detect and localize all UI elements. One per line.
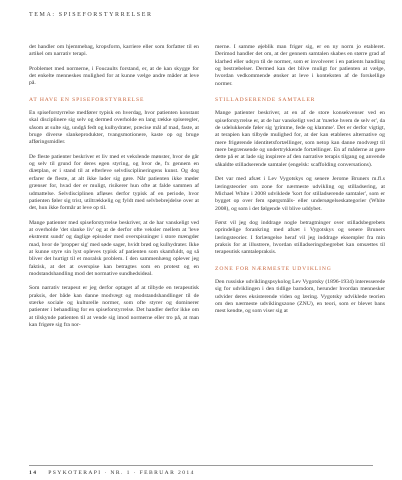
section-heading: STILLADSERENDE SAMTALER: [215, 97, 316, 104]
paragraph: Først vil jeg dog inddrage nogle betragtninger over stilladsbegrebets oprindelige forankring med afsæt i Vygotskys og senere Bruners læringsteorier. I forlængelse heraf vil jeg inddrage eksempler fra min praksis for at illustrere, hvordan stilladseringsbegrebet kan omsættes til terapeutisk samtalepraksis.: [215, 219, 385, 256]
paragraph: Mange patienter med spiseforstyrrelse beskriver, at de har vanskeligt ved at overholde 'det slanke liv' og at de derfor ofte veksler mellem at 'leve ekstremt sundt' og daglige episoder med overspisninger i store mængder mad, hvor de 'propper sig' med søde sager, hvidt brød og kulhydrater. Ikke at kunne styre sin lyst opleves typisk af patienten som skamfuldt, og så bliver det hurtigt til et moralsk problem. I den sammenhæng oplever jeg faktisk, at det at overspise kan betragtes som en protest og en modstandshandling mod det normative sundhedsideal.: [29, 219, 199, 277]
paragraph: det handler om hjemmebag, kropsform, karriere eller som forfatter til en artikel om narrativ terapi.: [29, 44, 199, 58]
section-heading: AT HAVE EN SPISEFORSTYRRELSE: [29, 96, 145, 103]
paragraph: Problemet med normerne, i Foucaults forstand, er, at de kan skygge for det enkelte menneskes mulighed for at kunne vælge andre måder at leve på.: [29, 65, 199, 87]
running-header: TEMA: SPISEFORSTYRRELSER: [29, 12, 153, 18]
left-column: [29, 44, 199, 336]
page-number: 14: [29, 470, 38, 476]
section-heading: ZONE FOR NÆRMESTE UDVIKLING: [215, 265, 332, 272]
paragraph: Det var med afsæt i Lev Vygotskys og senere Jerome Bruners m.fl.s læringsteorier om zone for nærmeste udvikling og stilladsering, at Michael White i 2008 udviklede 'kort for stilladserende samtaler', som er bygget op over fem spørgsmåls- eller undersøgelseskategorier (White 2008), og som i det følgende vil blive uddybet.: [215, 176, 385, 212]
paragraph: Mange patienter beskriver, at en af de store konsekvenser ved en spiseforstyrrelse er, at de har vanskeligt ved at 'mærke hvem de selv er', da de udelukkende føler sig 'grimme, fede og klamme'. Det er derfor vigtigt, at terapien kan tilbyde mulighed for, at der kan etableres alternative og mere frigørende identitetsfortællinger, som netop kan danne modvægt til mere begrænsende og undertrykkende fortællinger. En af måderne at gøre dette på er at lade sig inspirere af den narrative terapis tilgang og anvende såkaldte stilladserende samtaler (engelsk: scaffolding conversations).: [215, 110, 385, 168]
paragraph: Den russiske udviklingspsykolog Lev Vygotsky (1896-1934) interesserede sig for udviklingen i den tidlige barndom, herunder hvordan mennesker udvider deres eksisterende viden og læring. Vygotsky udviklede teorien om den nærmeste udviklingszone (ZNU), en teori, som er blevet bans mest kendte, og som viser sig at: [215, 278, 385, 315]
right-column: [215, 44, 385, 323]
paragraph: Som narrativ terapeut er jeg derfor optaget af at tilbyde en terapeutisk praksis, der både kan danne modvægt og modstandshandlinger til de stærke sociale og kulturelle normer, som ofte styrer og dominerer patienter i behandling for en spiseforstyrrelse. Det handler derfor ikke om at tilskynde patienten til at vende sig imod normerne eller tro på, at man kan frigøre sig fra nor-: [29, 285, 199, 328]
paragraph: En spiseforstyrrelse medfører typisk en hverdag, hvor patienten konstant skal disciplinere sig selv og dermed overholde en lang række spiseregler, såsom at sulte sig, undgå fedt og kulhydrater, præcise mål af mad, faste, at bruge diverse slankeprodukter, tvangsmotionere, kaste op og bruge afføringsmidler.: [29, 110, 199, 146]
page-footer: [29, 470, 195, 476]
publication-name: PSYKOTERAPI · NR. 1 · FEBRUAR 2014: [48, 470, 195, 476]
paragraph: merne. I samme øjeblik man frigør sig, er en ny norm jo etableret. Derimod handler det om, at der gennem samtalen skabes en større grad af klarhed eller udsyn til de normer, som er involveret i en patients handling og bestræbelser. Dermed kan det blive muligt for patienten at vælge, hvordan vedkommende ønsker at leve i konteksten af de forskellige normer.: [215, 44, 385, 87]
paragraph: De fleste patienter beskriver et liv med et vekslende mønster, hvor de går og selv til grund for deres egen styring, og hvor de, fx gennem en diætplan, er i stand til at efterleve selvdisciplineringens kunst. Og dog erfarer de fleste, at alt ikke lader sig gøre. Når patienten ikke møder grænser for, hvad der er muligt, risikerer hun ofte at falde sammen af udmattelse. Selvdisciplinen afløses derfor typisk af en periode, hvor patienten føler sig trist, utiltrækkelig og fyldt med selvbebrejdelse over at det, hun ikke formår at leve op til.: [29, 153, 199, 212]
footer-rule: [29, 465, 373, 466]
